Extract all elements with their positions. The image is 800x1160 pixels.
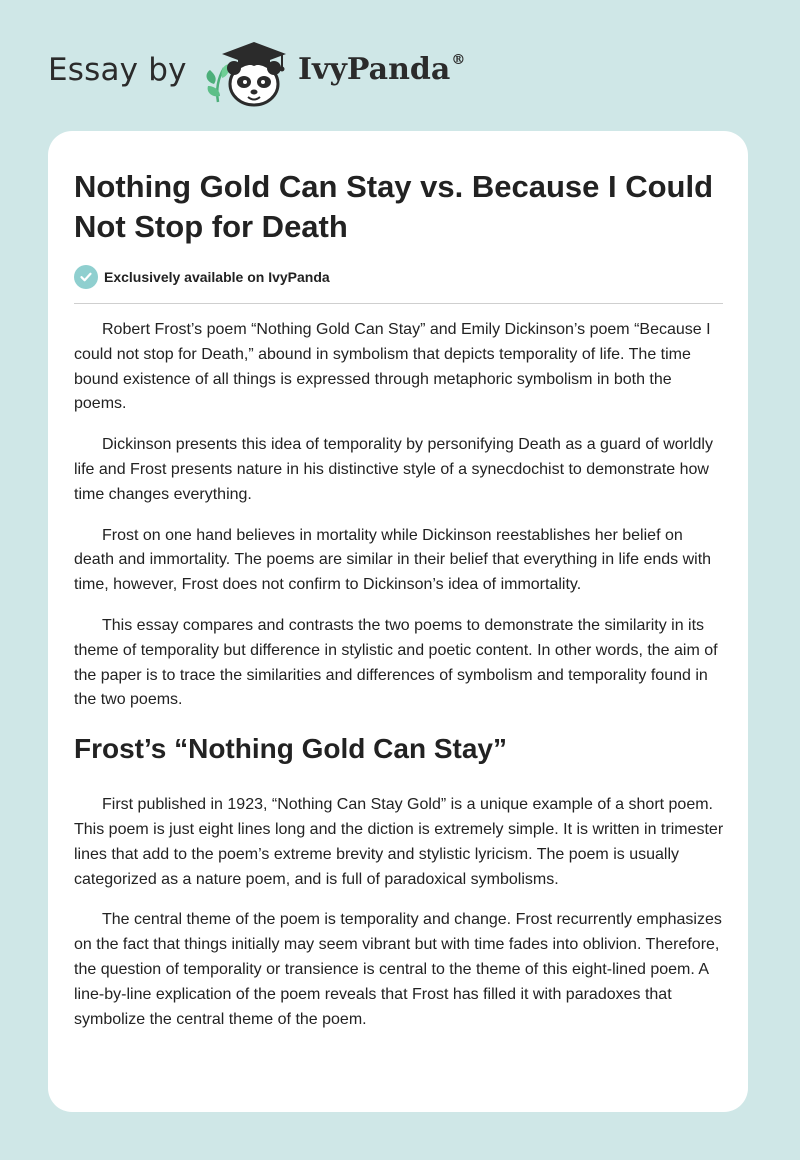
section-heading: Frost’s “Nothing Gold Can Stay”	[74, 733, 507, 765]
paragraph: The central theme of the poem is temporality and change. Frost recurrently emphasizes on the fact that things initially may seem vibrant but with time fades into oblivion. Therefore, the question of temporality or transience is central to the theme of this eight-lined poem. A line-by-line explication of the poem reveals that Frost has filled it with paradoxes that symbolize the central theme of the poem.	[74, 911, 722, 1028]
paragraph: Frost on one hand believes in mortality while Dickinson reestablishes her belief on death and immortality. The poems are similar in their belief that everything in life ends with time, however, Frost does not confirm to Dickinson’s idea of immortality.	[74, 526, 712, 594]
panda-graduate-icon[interactable]	[198, 38, 294, 110]
exclusive-badge	[74, 264, 330, 290]
paragraph: Robert Frost’s poem “Nothing Gold Can Stay” and Emily Dickinson’s poem “Because I could not stop for Death,” abound in symbolism that depicts temporality of life. The time bound existence of all things is expressed through metaphoric symbolism in both the poems.	[74, 321, 711, 413]
registered-mark: ®	[451, 52, 466, 68]
badge-text: Exclusively available on IvyPanda	[104, 269, 330, 285]
essay-by-label: Essay by	[48, 52, 187, 88]
brand-text: IvyPanda	[298, 52, 451, 87]
paragraph: First published in 1923, “Nothing Can Stay Gold” is a unique example of a short poem. This poem is just eight lines long and the diction is extremely simple. It is written in trimester lines that add to the poem’s extreme brevity and stylistic lyricism. The poem is usually categorized as a nature poem, and is full of paradoxical symbolisms.	[74, 796, 724, 888]
paragraph: This essay compares and contrasts the two poems to demonstrate the similarity in its theme of temporality but difference in stylistic and poetic content. In other words, the aim of the paper is to trace the similarities and differences of symbolism and temporality found in the two poems.	[74, 616, 718, 709]
title-divider	[74, 303, 723, 304]
brand-name[interactable]	[298, 52, 465, 87]
site-header	[48, 38, 548, 110]
paragraph: Dickinson presents this idea of temporality by personifying Death as a guard of worldly life and Frost presents nature in his distinctive style of a synecdochist to demonstrate how time changes everything.	[74, 436, 713, 503]
essay-title: Nothing Gold Can Stay vs. Because I Could Not Stop for Death	[74, 169, 714, 244]
essay-card	[48, 131, 748, 1112]
essay-body	[74, 318, 724, 1048]
check-circle-icon	[74, 265, 98, 289]
ivy-leaf-icon	[207, 64, 230, 102]
